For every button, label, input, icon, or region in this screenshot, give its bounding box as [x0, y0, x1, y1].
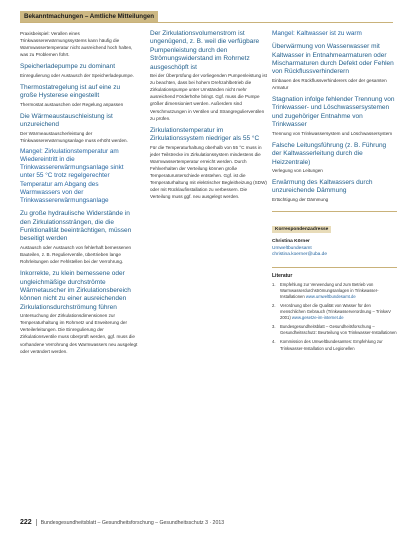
reference-text: Verordnung über die Qualität von Wasser für den menschlichen Gebrauch (Trinkwasserverordnung – TrinkwV 2001): [280, 303, 391, 321]
heading: Der Zirkulationsvolumenstrom ist ungenügend, z. B. weil die verfügbare Pumpenleistung durch den Strömungswiderstand im Rohrnetz ausgeschöpft ist: [150, 30, 260, 71]
reference-text: Bundesgesundheitsblatt – Gesundheitsforschung – Gesundheitsschutz: Beurteilung von Trinkwasser-Installationen: [280, 324, 397, 336]
contact-email-link[interactable]: christina.koerner@uba.de: [272, 252, 328, 258]
list-item: [272, 303, 397, 321]
paragraph: Ertüchtigung der Dämmung: [272, 196, 329, 202]
literature-list: [272, 282, 397, 352]
heading: Stagnation infolge fehlender Trennung von Trinkwasser- und Löschwassersystemen und zugehöriger Entnahme von Trinkwasser: [272, 96, 395, 129]
correspondence-title: Korrespondenzadresse: [272, 226, 331, 233]
divider: [272, 267, 397, 268]
heading: Zu große hydraulische Widerstände in den Zirkulationssträngen, die die Funktionalität beeinträchtigen, müssen beseitigt werden: [20, 210, 132, 243]
literature-title: Literatur: [272, 272, 293, 279]
page-number: 222: [20, 519, 32, 526]
footer-divider: [36, 519, 37, 526]
list-number: 4.: [272, 339, 276, 345]
paragraph: Praxisbeispiel: Verallen eines Trinkwassererwärmungssystems kann häufig die Warmwassertemperatur nicht ausreichend hoch halten, was zu Problemen führt.: [20, 31, 133, 58]
journal-citation: Bundesgesundheitsblatt – Gesundheitsforschung – Gesundheitsschutz 3 · 2013: [40, 520, 225, 526]
paragraph: Austausch oder Austausch von fehlerhaft bemessenen Bauteilen, z. B. Regulierventile, übertrieben lange Rohrleitungen oder Fehlstellen bei der Verrohrung.: [20, 244, 132, 265]
list-number: 3.: [272, 324, 276, 330]
divider: [272, 211, 397, 212]
paragraph: Trennung von Trinkwassersystem und Löschwassersystem: [272, 130, 393, 136]
paragraph: Bei der Überprüfung der vorliegenden Pumpenleistung ist zu beachten, dass bei hohem Drehzahlbetrieb die Zirkulationspumpe unter Umständen nicht mehr ausreichend Förderhöhe bringt. Ggf. muss die Pumpe größer dimensioniert werden. Außerdem sind Verschmutzungen in Ventilen und Strangregulierventilen zu prüfen.: [150, 73, 267, 121]
list-item: [272, 339, 397, 351]
column-1: [20, 30, 138, 358]
reference-link[interactable]: www.umweltbundesamt.de: [305, 293, 356, 299]
paragraph: Thermostat austauschen oder Regelung anpassen: [20, 101, 124, 107]
paragraph: Für die Temperaturhaltung oberhalb von 55 °C muss in jeder Teilstrecke im Zirkulationssystem mindestens die Warmwassertemperatur erreicht werden. Durch Fehlverhalten der Verteilung können große Temperaturunterschiede entstehen. Ggf. ist die Temperaturhaltung mit elektrischer Begleitheizung (SDW) oder mit Rücklaufinstallation zu verbessern. Die Verteilung muss ggf. neu ausgelegt werden.: [150, 144, 267, 200]
reference-text: Empfehlung zur Verwendung und zum Betrieb von Warmwasserdurchströmungsanlagen in Trinkwasser-Installationen: [280, 281, 379, 299]
heading: Falsche Leitungsführung (z. B. Führung der Kaltwasserleitung durch die Heizzentrale): [272, 141, 387, 166]
paragraph: Der Wärmeaustauscherleistung der Trinkwassererwärmungsanlage muss erhöht werden.: [20, 130, 128, 143]
column-3: [272, 30, 397, 355]
heading: Überwärmung von Wasserwasser mit Kaltwasser in Entnahmearmaturen oder Mischarmaturen durch Defekt oder Fehlen von Rückflussverhinderern: [272, 43, 394, 76]
contact-block: [272, 239, 397, 259]
defect-heading: Mangel: Kaltwasser ist zu warm: [272, 30, 362, 37]
reference-text: Kommission des Umweltbundesamtes: Empfehlung zur Trinkwasser-Installation und Legionellen: [280, 339, 383, 351]
contact-name: Christina Körner: [272, 238, 310, 244]
column-2: [150, 30, 268, 203]
list-item: [272, 324, 397, 336]
paragraph: Untersuchung der Zirkulationsdimensionen zur Temperaturhaltung im Rohrnetz und Erweiterung der Verteilerleitungen. Die Einregulierung der Zirkulationsventile muss überprüft werden, ggf. muss die vorhandene Verrohrung des Warmwassers neu ausgelegt oder verändert werden.: [20, 313, 138, 354]
list-number: 2.: [272, 303, 276, 309]
heading: Thermostatregelung ist auf eine zu große Hysterese eingestellt: [20, 83, 121, 100]
section-label: Bekanntmachungen – Amtliche Mitteilungen: [20, 11, 158, 22]
heading: Inkorrekte, zu klein bemessene oder ungleichmäßige durchströmte Wärmetauscher im Zirkulationsbereich können nicht zu einer ausreichenden Zirkulationsdurchströmung führen: [20, 270, 131, 311]
list-item: [272, 282, 397, 300]
paragraph: Einregulierung oder Austausch der Speicherladepumpe.: [20, 72, 134, 78]
heading: Speicherladepumpe zu dominant: [20, 63, 116, 71]
list-number: 1.: [272, 281, 276, 287]
paragraph: Verlegung von Leitungen: [272, 167, 323, 173]
defect-heading: Mangel: Zirkulationstemperatur am Wiedereintritt in die Trinkwassererwärmungsanlage sinkt unter 55 °C trotz regelgerechter Temperatur am Abgang des Warmwassers von der Trinkwassererwärmungsanlage: [20, 147, 124, 204]
heading: Die Wärmeaustauschleistung ist unzureichend: [20, 112, 113, 129]
heading: Zirkulationstemperatur im Zirkulationssystem niedriger als 55 °C: [150, 126, 260, 143]
page-footer: [20, 518, 393, 528]
reference-link[interactable]: www.gesetze-im-internet.de: [291, 315, 344, 321]
paragraph: Einbauen des Rückflussverhinderers oder der gesamten Armatur: [272, 77, 387, 90]
heading: Erwärmung des Kaltwassers durch unzureichende Dämmung: [272, 179, 373, 195]
section-header: [20, 11, 393, 23]
contact-org: Umweltbundesamt: [272, 245, 312, 251]
